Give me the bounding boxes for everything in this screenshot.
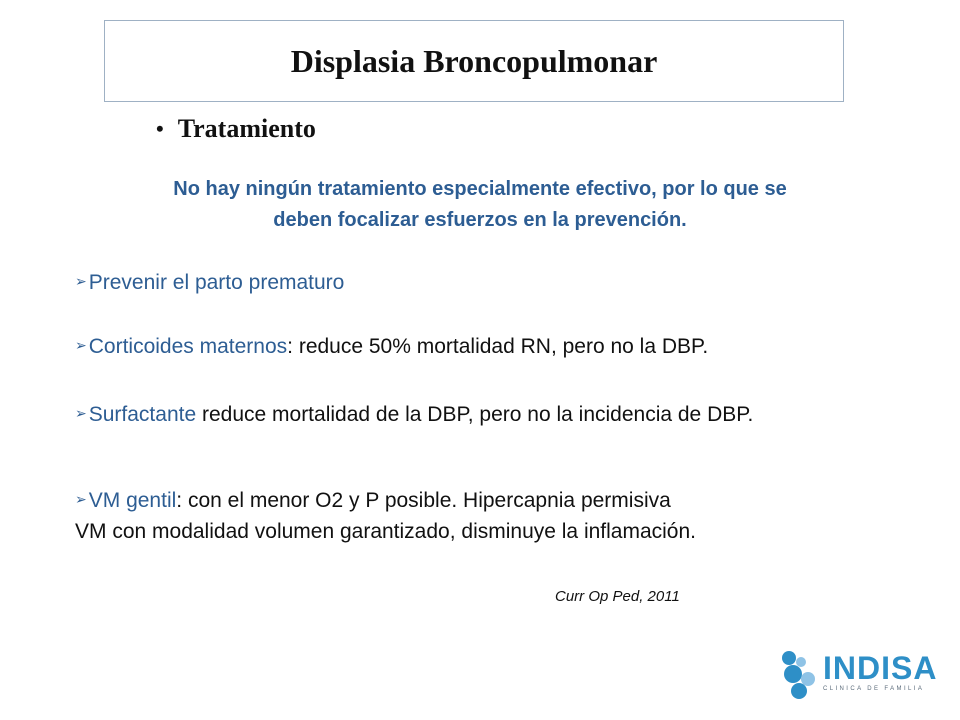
- list-item-corticoides: [75, 330, 905, 362]
- section-heading: [156, 114, 316, 144]
- intro-line-1: No hay ningún tratamiento especialmente efectivo, por lo que se: [173, 178, 787, 200]
- logo-name: INDISA: [823, 650, 938, 686]
- item-text: reduce mortalidad de la DBP, pero no la incidencia de DBP.: [196, 403, 754, 426]
- item-highlight: VM gentil: [88, 489, 177, 512]
- intro-line-2: deben focalizar esfuerzos en la prevención.: [273, 209, 687, 231]
- arrow-bullet-icon: ➢: [75, 337, 87, 353]
- indisa-logo: [775, 646, 945, 702]
- section-heading-text: Tratamiento: [177, 114, 316, 143]
- citation: Curr Op Ped, 2011: [555, 588, 680, 605]
- list-item-surfactante: [75, 398, 905, 430]
- arrow-bullet-icon: ➢: [75, 405, 87, 421]
- item-highlight: Surfactante: [88, 403, 197, 426]
- item-extra-line: VM con modalidad volumen garantizado, disminuye la inflamación.: [75, 520, 696, 543]
- list-item-vm-gentil: [75, 484, 905, 547]
- list-item-prevenir: [75, 266, 905, 298]
- title-box: [104, 20, 844, 102]
- item-text: : con el menor O2 y P posible. Hipercapnia permisiva: [176, 489, 671, 512]
- item-text: : reduce 50% mortalidad RN, pero no la DBP.: [287, 335, 709, 358]
- arrow-bullet-icon: ➢: [75, 491, 87, 507]
- arrow-bullet-icon: ➢: [75, 273, 87, 289]
- item-highlight: Corticoides maternos: [88, 335, 288, 358]
- item-highlight: Prevenir el parto prematuro: [88, 271, 345, 294]
- bullet-dot: •: [156, 116, 164, 141]
- logo-mark-icon: [775, 646, 821, 702]
- logo-tagline: CLINICA DE FAMILIA: [823, 686, 925, 692]
- slide-title: Displasia Broncopulmonar: [290, 42, 658, 79]
- intro-text: [60, 174, 900, 236]
